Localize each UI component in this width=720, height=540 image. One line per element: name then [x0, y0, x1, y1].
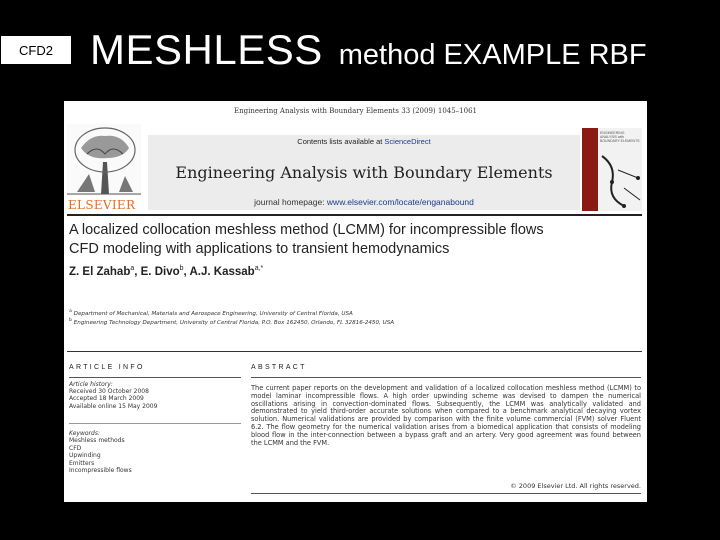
homepage-label: journal homepage:	[254, 197, 325, 207]
author-sup: a	[130, 265, 135, 272]
slide-title	[90, 26, 647, 74]
author-name: E. Divo	[140, 265, 180, 278]
keywords	[69, 430, 241, 474]
slide-title-main: MESHLESS	[90, 26, 323, 73]
keywords-rule	[69, 423, 241, 424]
slide-title-rest: method EXAMPLE RBF	[338, 39, 647, 71]
history-heading: Article history:	[69, 381, 113, 388]
abstract-heading: ABSTRACT	[251, 364, 307, 371]
journal-name: Engineering Analysis with Boundary Elements	[175, 163, 553, 182]
section-rule	[67, 351, 642, 352]
author-sup: b	[179, 265, 184, 272]
history-item: Accepted 18 March 2009	[69, 395, 144, 403]
elsevier-tree-icon	[67, 124, 141, 196]
keyword-item: CFD	[69, 444, 82, 452]
keyword-item: Upwinding	[69, 452, 101, 460]
journal-banner	[148, 135, 580, 210]
journal-cover	[582, 128, 642, 211]
history-item: Received 30 October 2008	[69, 388, 149, 396]
article-info-heading: ARTICLE INFO	[69, 364, 145, 371]
history-item: Available online 15 May 2009	[69, 402, 158, 410]
contents-line	[148, 137, 580, 146]
affiliation-sup: b	[69, 318, 72, 323]
article-title-line-1: A localized collocation meshless method (LCMM) for incompressible flows	[69, 222, 544, 238]
keyword-item: Emitters	[69, 459, 95, 467]
sciencedirect-link[interactable]: ScienceDirect	[384, 137, 431, 146]
affiliation-text: Department of Mechanical, Materials and Aerospace Engineering, University of Central Florida, USA	[73, 310, 353, 317]
article-info-rule	[69, 377, 241, 378]
cover-spine	[582, 128, 598, 211]
author-name: A.J. Kassab	[189, 265, 255, 278]
copyright-notice: © 2009 Elsevier Ltd. All rights reserved.	[510, 482, 641, 490]
affiliation	[69, 317, 639, 327]
journal-citation: Engineering Analysis with Boundary Elements 33 (2009) 1045–1061	[233, 107, 477, 115]
abstract-text: The current paper reports on the development and validation of a localized collocation meshless method (LCMM) to model laminar incompressible flows. A high order upwinding scheme was devised to dampen the numerical oscillations arising in convection-dominated flows. Subsequently, the LCMM was analytically validated and demonstrated to yield third-order accurate solutions when compared to a benchmark analytical decaying vortex solution. Numerical validations are provided by comparison with the finite volume commercial (FVM) solver Fluent 6.2. The flow geometry for the numerical validation arises from a biomedical application that consists of modeling blood flow in the inter-connection between a bypass graft and an artery. Very good agreement was found between the LCMM and the FVM.	[251, 384, 641, 447]
elsevier-logo	[67, 124, 141, 214]
author-sup: a,*	[254, 265, 264, 272]
contents-label: Contents lists available at	[297, 137, 383, 146]
header-rule	[67, 214, 642, 216]
journal-homepage	[148, 197, 580, 207]
author-name: Z. El Zahab	[69, 265, 131, 278]
abstract-bottom-rule	[251, 493, 641, 494]
cover-graphic-icon	[598, 148, 642, 211]
author-list: Z. El Zahab$^a$, E. Divo$^b$, A.J. Kassab$^{a,*}$	[69, 265, 264, 278]
affiliation-text: Engineering Technology Department, University of Central Florida, P.O. Box 162450, Orlando, FL 32816-2450, USA	[73, 319, 395, 326]
article-title-line-2: CFD modeling with applications to transient hemodynamics	[69, 241, 450, 257]
paper-screenshot	[64, 101, 647, 502]
homepage-link[interactable]: www.elsevier.com/locate/enganabound	[326, 197, 474, 207]
keyword-item: Meshless methods	[69, 437, 125, 445]
cover-title: ENGINEERING ANALYSIS with BOUNDARY ELEMENTS	[600, 131, 640, 143]
publisher-name: ELSEVIER	[68, 198, 136, 212]
slide-badge: CFD2	[1, 36, 71, 64]
article-history	[69, 381, 241, 410]
keywords-heading: Keywords:	[69, 430, 100, 437]
article-title	[69, 221, 639, 259]
keyword-item: Incompressible flows	[69, 467, 132, 475]
affiliation-sup: a	[69, 309, 72, 314]
abstract-rule	[251, 377, 641, 378]
